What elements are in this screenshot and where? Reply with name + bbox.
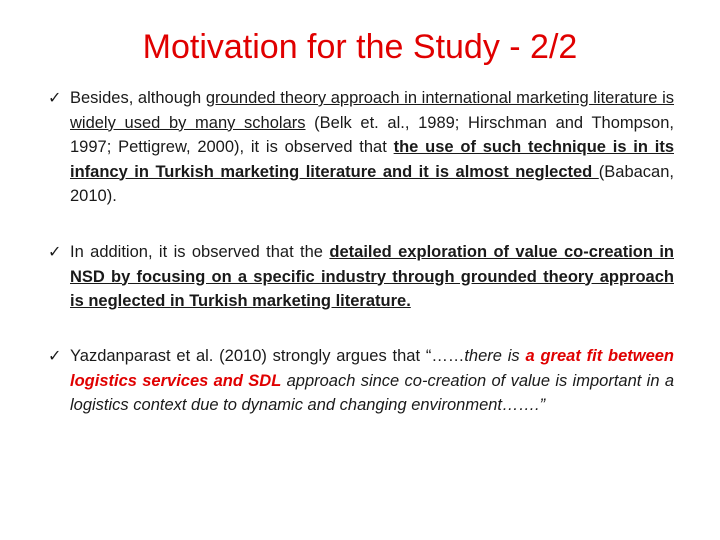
bullet-text-2 <box>70 240 674 314</box>
bullet-item-3 <box>48 344 674 418</box>
checkmark-icon: ✓ <box>48 242 62 261</box>
text-segment: there is <box>464 347 526 365</box>
bullet-item-1 <box>48 86 674 209</box>
text-segment: Besides, although <box>70 89 206 107</box>
text-segment: In addition, it is observed that the <box>70 243 330 261</box>
checkmark-icon: ✓ <box>48 88 62 107</box>
text-segment: approach since co-creation of value is important in a logistics context due to dynamic and changing environment…….” <box>70 371 674 414</box>
text-segment: a great fit between logistics services and SDL <box>70 347 675 390</box>
bullet-text-1 <box>70 86 674 209</box>
text-segment: grounded theory approach in international marketing literature is widely used by many scholars <box>70 89 675 132</box>
bullet-item-2 <box>48 240 674 314</box>
text-segment: detailed exploration of value co-creation in NSD by focusing on a specific industry through grounded theory approach is neglected in Turkish marketing literature. <box>70 243 674 310</box>
bullet-text-3 <box>70 344 674 418</box>
checkmark-icon: ✓ <box>48 346 62 365</box>
text-segment: Yazdanparast et al. (2010) strongly argues that “…… <box>70 347 465 365</box>
slide-title: Motivation for the Study - 2/2 <box>142 28 578 66</box>
text-segment: (Belk et. al., 1989; Hirschman and Thompson, 1997; Pettigrew, 2000), it is observed that <box>70 113 674 156</box>
text-segment: (Babacan, 2010). <box>70 162 674 205</box>
text-segment: the use of such technique is in its infancy in Turkish marketing literature and it is almost neglected <box>70 138 674 181</box>
